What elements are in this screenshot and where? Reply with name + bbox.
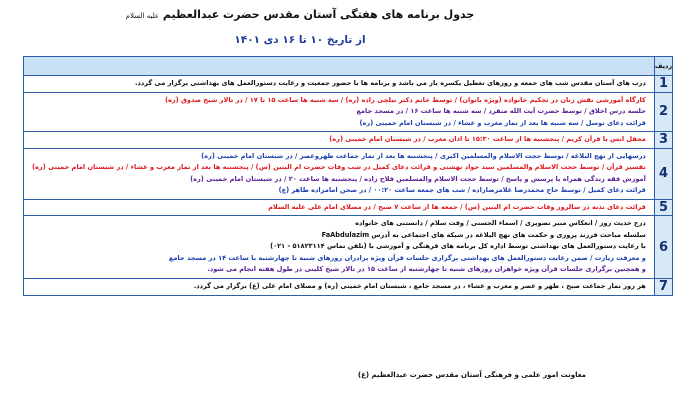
- program-line: قرائت دعای کمیل / توسط حاج محمدرضا غلامرضازاده / شب های جمعه ساعت ۰۰:۲۰ / در صحن امامزاده طاهر (ع): [278, 186, 646, 195]
- table-row: [24, 132, 673, 149]
- program-line: با رعایت دستورالعمل های بهداشتی توسط اداره کل برنامه های فرهنگی و آموزشی با (تلفن تماس ۵۱۸۲۳۱۱۴ - ۰۲۱): [270, 242, 646, 251]
- schedule-table: [23, 56, 673, 296]
- program-line: درج حدیث روز / انعکاس منبر تصویری / اسماء الحسنی / وقت سلام / دانستنی های خانواده: [355, 219, 646, 228]
- program-line: هر روز نماز جماعت صبح ، ظهر و عصر و مغرب و عشاء ، در مسجد جامع ، شبستان امام خمینی (ره) و مصلای امام علی (ع) برگزار می گردد.: [193, 281, 646, 290]
- program-line: سلسله مباحث فرزند پروری و حکمت های نهج البلاغه در شبکه های اجتماعی به آدرس FaAbdulazim: [321, 230, 646, 239]
- table-row: [24, 76, 673, 93]
- table-row: [24, 92, 673, 132]
- program-line: آموزش فقه زندگی همراه با پرسش و پاسخ / توسط حجت الاسلام والمسلمین فلاح زاده / پنجشنبه ها ساعت ۲۰ / در شبستان امام خمینی (ره): [190, 174, 646, 183]
- row-content: [24, 216, 655, 279]
- program-line: و همچنین برگزاری جلسات قرآن ویژه خواهران روزهای شنبه تا چهارشنبه از ساعت ۱۵ در تالار شیخ کلینی در طول هفته انجام می شود.: [207, 265, 646, 274]
- program-line: قرائت دعای ندبه در سالروز وفات حضرت ام البنین (س) / جمعه ها از ساعت ۷ صبح / در مصلای امام علی علیه السلام: [268, 202, 646, 211]
- row-number: 3: [654, 132, 672, 149]
- program-line: قرائت دعای توسل / سه شنبه ها بعد از نماز مغرب و عشاء / در شبستان امام خمینی (ره): [359, 118, 646, 127]
- row-content: [24, 76, 655, 93]
- table-row: [24, 216, 673, 279]
- row-content: [24, 132, 655, 149]
- title-main: جدول برنامه های هفتگی آستان مقدس حضرت عبدالعظیم: [162, 8, 475, 21]
- title-suffix: علیه السلام: [125, 12, 160, 20]
- row-number: 5: [654, 199, 672, 216]
- program-line: جلسه درس اخلاق / توسط حضرت آیت الله منفرد / سه شنبه ها ساعت ۱۶ / در مسجد جامع: [356, 107, 646, 116]
- table-row: [24, 148, 673, 199]
- footer-credit: معاونت امور علمی و فرهنگی آستان مقدس حضرت عبدالعظیم (ع): [357, 371, 586, 379]
- row-number: 7: [654, 278, 672, 295]
- table-row: [24, 278, 673, 295]
- table-header-row: [24, 57, 673, 76]
- program-line: تفسیر قرآن / توسط حجت الاسلام والمسلمین سید جواد بهشتی و قرائت دعای کمیل در شب وفات حضرت ام البنین (س) / پنجشنبه ها بعد از نماز مغرب و عشاء / در شبستان امام خمینی (ره): [32, 163, 646, 172]
- row-number: 4: [654, 148, 672, 199]
- program-line: درب های آستان مقدس شب های جمعه و روزهای تعطیل یکسره باز می باشد و برنامه ها با حضور جمعیت و رعایت دستورالعمل های بهداشتی برگزار می گردد.: [135, 79, 646, 87]
- program-line: و معرفت زیارت / ضمن رعایت دستورالعمل های بهداشتی برگزاری جلسات قرآن ویژه برادران روزهای شنبه تا چهارشنبه با ساعت ۱۴ در مسجد جامع: [168, 253, 646, 262]
- table-row: [24, 199, 673, 216]
- row-number: 1: [654, 76, 672, 93]
- date-range: از تاریخ ۱۰ تا ۱۶ دی ۱۴۰۱: [234, 34, 366, 46]
- program-line: درسهایی از نهج البلاغه / توسط حجت الاسلام والمسلمین اکبری / پنجشنبه ها بعد از نماز جماعت ظهروعصر / در شبستان امام خمینی (ره): [201, 151, 646, 160]
- program-line: کارگاه آموزشی نقش زنان در تحکیم خانواده (ویژه بانوان) / توسط خانم دکتر نیلچی زاده (ره) / سه شنبه ها ساعت ۱۵ تا ۱۷ / در تالار شیخ صدوق (ره): [164, 95, 646, 104]
- program-line: محفل انس با قرآن کریم / پنجشنبه ها از ساعت ۱۵:۳۰ تا اذان مغرب / در شبستان امام خمینی (ره): [329, 135, 646, 144]
- row-content: [24, 92, 655, 132]
- page-title: [0, 8, 600, 21]
- row-content: [24, 199, 655, 216]
- row-content: [24, 148, 655, 199]
- header-row-number: ردیف: [654, 57, 672, 76]
- header-content: [24, 57, 655, 76]
- row-content: [24, 278, 655, 295]
- row-number: 6: [654, 216, 672, 279]
- row-number: 2: [654, 92, 672, 132]
